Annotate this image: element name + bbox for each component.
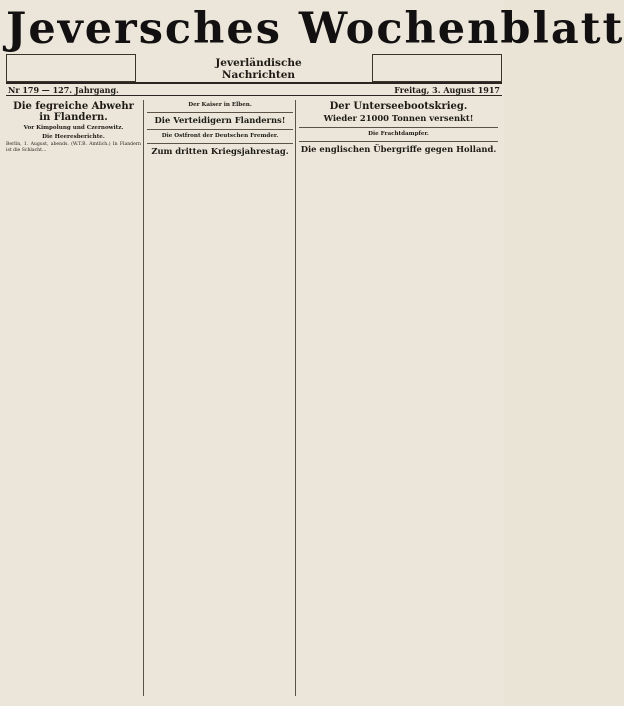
masthead bbox=[6, 4, 624, 81]
column-2 bbox=[147, 100, 293, 696]
headline-verteidigern: Die Verteidigern Flanderns! bbox=[154, 115, 286, 125]
article-lead: Berlin, 1. August, abends. (W.T.B. Amtlich.) In Flandern ist die Schlacht... bbox=[6, 142, 141, 154]
section-kaiser: Der Kaiser in Elben. bbox=[188, 102, 252, 108]
dateline bbox=[6, 82, 502, 96]
masthead-info-box-right bbox=[372, 54, 502, 82]
column-1 bbox=[6, 100, 141, 696]
headline-kriegsjahrestag: Zum dritten Kriegsjahrestag. bbox=[151, 145, 289, 156]
masthead-info-box-left bbox=[6, 54, 136, 82]
issue-number: Nr 179 — 127. Jahrgang. bbox=[8, 85, 119, 95]
newspaper-title: Jeversches Wochenblatt bbox=[6, 4, 624, 54]
headline-unterseebootskrieg: Der Unterseebootskrieg. bbox=[329, 101, 468, 112]
section-ostfront: Die Ostfront der Deutschen Fremder. bbox=[161, 132, 279, 139]
divider bbox=[299, 141, 498, 142]
divider bbox=[147, 129, 293, 130]
headline-holland: Die englischen Übergriffe gegen Holland. bbox=[300, 143, 497, 154]
subtitle-line-2: Nachrichten bbox=[221, 69, 296, 81]
issue-date: Freitag, 3. August 1917 bbox=[394, 85, 500, 95]
headline-flandern: Die fegreiche Abwehr in Flandern. bbox=[13, 101, 134, 123]
subhead-tonnen: Wieder 21000 Tonnen versenkt! bbox=[323, 113, 474, 123]
column-3 bbox=[299, 100, 498, 696]
divider bbox=[147, 112, 293, 113]
divider bbox=[147, 143, 293, 144]
divider bbox=[299, 127, 498, 128]
section-heeresberichte: Die Heeresberichte. bbox=[42, 134, 105, 140]
subtitle-line-1: Jeverländische bbox=[215, 57, 302, 69]
section-frachtdampfer: Die Frachtdampfer. bbox=[368, 130, 429, 137]
column-rule bbox=[143, 100, 144, 696]
newspaper-subtitle bbox=[151, 57, 366, 81]
subhead-kimpolung: Vor Kimpolung und Czernowitz. bbox=[23, 125, 124, 131]
column-rule bbox=[295, 100, 296, 696]
